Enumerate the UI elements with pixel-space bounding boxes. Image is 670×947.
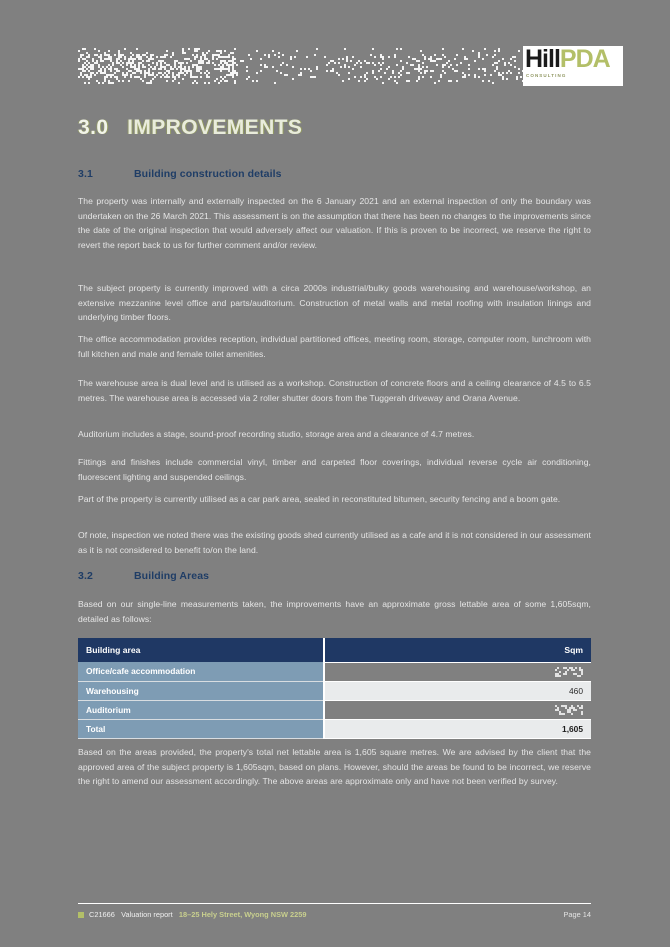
table-row — [78, 700, 591, 719]
footer-address: 18–25 Hely Street, Wyong NSW 2259 — [178, 910, 307, 919]
redacted-value — [555, 667, 583, 677]
column-header-sqm: Sqm — [324, 638, 591, 662]
paragraph-warehouse-area: The warehouse area is dual level and is utilised as a workshop. Construction of concrete floors and a ceiling clearance of 4.5 to 6.5 metres. The warehouse area is accessed via 2 roller shutter doors from the Tuggerah driveway and Orana Avenue. — [78, 378, 591, 403]
footer-bullet-icon — [78, 912, 84, 918]
footer-page-number: Page 14 — [563, 910, 591, 919]
logo-pda-text: PDA — [559, 45, 610, 73]
footer-reference: C21666 — [89, 910, 115, 919]
page-footer — [78, 910, 591, 919]
building-areas-table — [78, 638, 591, 739]
paragraph-property-improvements: The subject property is currently improved with a circa 2000s industrial/bulky goods warehousing and warehouse/workshop, an extensive mezzanine level office and parts/auditorium. Construction of metal walls and metal roofing with insulation linings and underlying timber floors. — [78, 283, 591, 323]
paragraph-building-areas-intro: Based on our single-line measurements taken, the improvements have an approximate gross lettable area of some 1,605sqm, detailed as follows: — [78, 599, 591, 624]
table-row-total — [78, 719, 591, 738]
logo-hill-text: Hill — [525, 45, 560, 73]
row-label-auditorium: Auditorium — [78, 700, 324, 719]
paragraph-auditorium: Auditorium includes a stage, sound-proof recording studio, storage area and a clearance of 4.7 metres. — [78, 429, 475, 439]
section-number-3-2: 3.2 — [78, 570, 93, 582]
table-row — [78, 662, 591, 681]
hillpda-logo — [523, 46, 623, 86]
row-value-warehousing: 460 — [324, 681, 591, 700]
chapter-title-text: IMPROVEMENTS — [127, 116, 303, 139]
redacted-value — [555, 705, 583, 715]
redacted-header-text — [78, 48, 528, 84]
paragraph-building-areas-outro: Based on the areas provided, the property's total net lettable area is 1,605 square metres. We are advised by the client that the approved area of the subject property is 1,605sqm, based on plans. However, should the areas be found to be incorrect, we reserve the right to amend our assessment accordingly. The above areas are approximate only and have not been verified by survey. — [78, 747, 591, 787]
table-row — [78, 681, 591, 700]
table-header-row — [78, 638, 591, 662]
row-label-total: Total — [78, 719, 324, 738]
row-value-auditorium — [324, 700, 591, 719]
chapter-title — [78, 116, 302, 140]
row-value-total: 1,605 — [324, 719, 591, 738]
section-title-3-2: Building Areas — [134, 570, 210, 582]
paragraph-inspection-dates: The property was internally and externally inspected on the 6 January 2021 and an external inspection of only the boundary was undertaken on the 26 March 2021. This assessment is on the assumption that there has been no changes to the improvements since the date of the original inspection that would adversely affect our valuation. If this is proven to be incorrect, we reserve the right to revert the report back to us for further comment and/or review. — [78, 196, 591, 250]
row-label-office-cafe: Office/cafe accommodation — [78, 662, 324, 681]
row-value-office-cafe — [324, 662, 591, 681]
page-header — [78, 44, 623, 90]
chapter-number: 3.0 — [78, 116, 109, 139]
paragraph-fittings-finishes: Fittings and finishes include commercial vinyl, timber and carpeted floor coverings, individual reverse cycle air conditioning, fluorescent lighting and suspended ceilings. — [78, 457, 591, 482]
paragraph-car-park: Part of the property is currently utilised as a car park area, sealed in reconstituted bitumen, security fencing and a boom gate. — [78, 494, 561, 504]
row-label-warehousing: Warehousing — [78, 681, 324, 700]
logo-tagline: CONSULTING — [526, 73, 567, 78]
section-heading-3-2 — [78, 570, 209, 582]
section-heading-3-1 — [78, 168, 282, 180]
column-header-building-area: Building area — [78, 638, 324, 662]
paragraph-office-accommodation: The office accommodation provides reception, individual partitioned offices, meeting room, storage, computer room, lunchroom with full kitchen and male and female toilet amenities. — [78, 334, 591, 359]
footer-doc-type: Valuation report — [121, 910, 173, 919]
paragraph-goods-shed-note: Of note, inspection we noted there was the existing goods shed currently utilised as a cafe and it is not considered in our assessment as it is not considered to benefit to/on the land. — [78, 530, 591, 555]
section-number-3-1: 3.1 — [78, 168, 93, 180]
footer-divider — [78, 903, 591, 904]
section-title-3-1: Building construction details — [134, 168, 282, 180]
logo-wordmark — [523, 46, 623, 73]
